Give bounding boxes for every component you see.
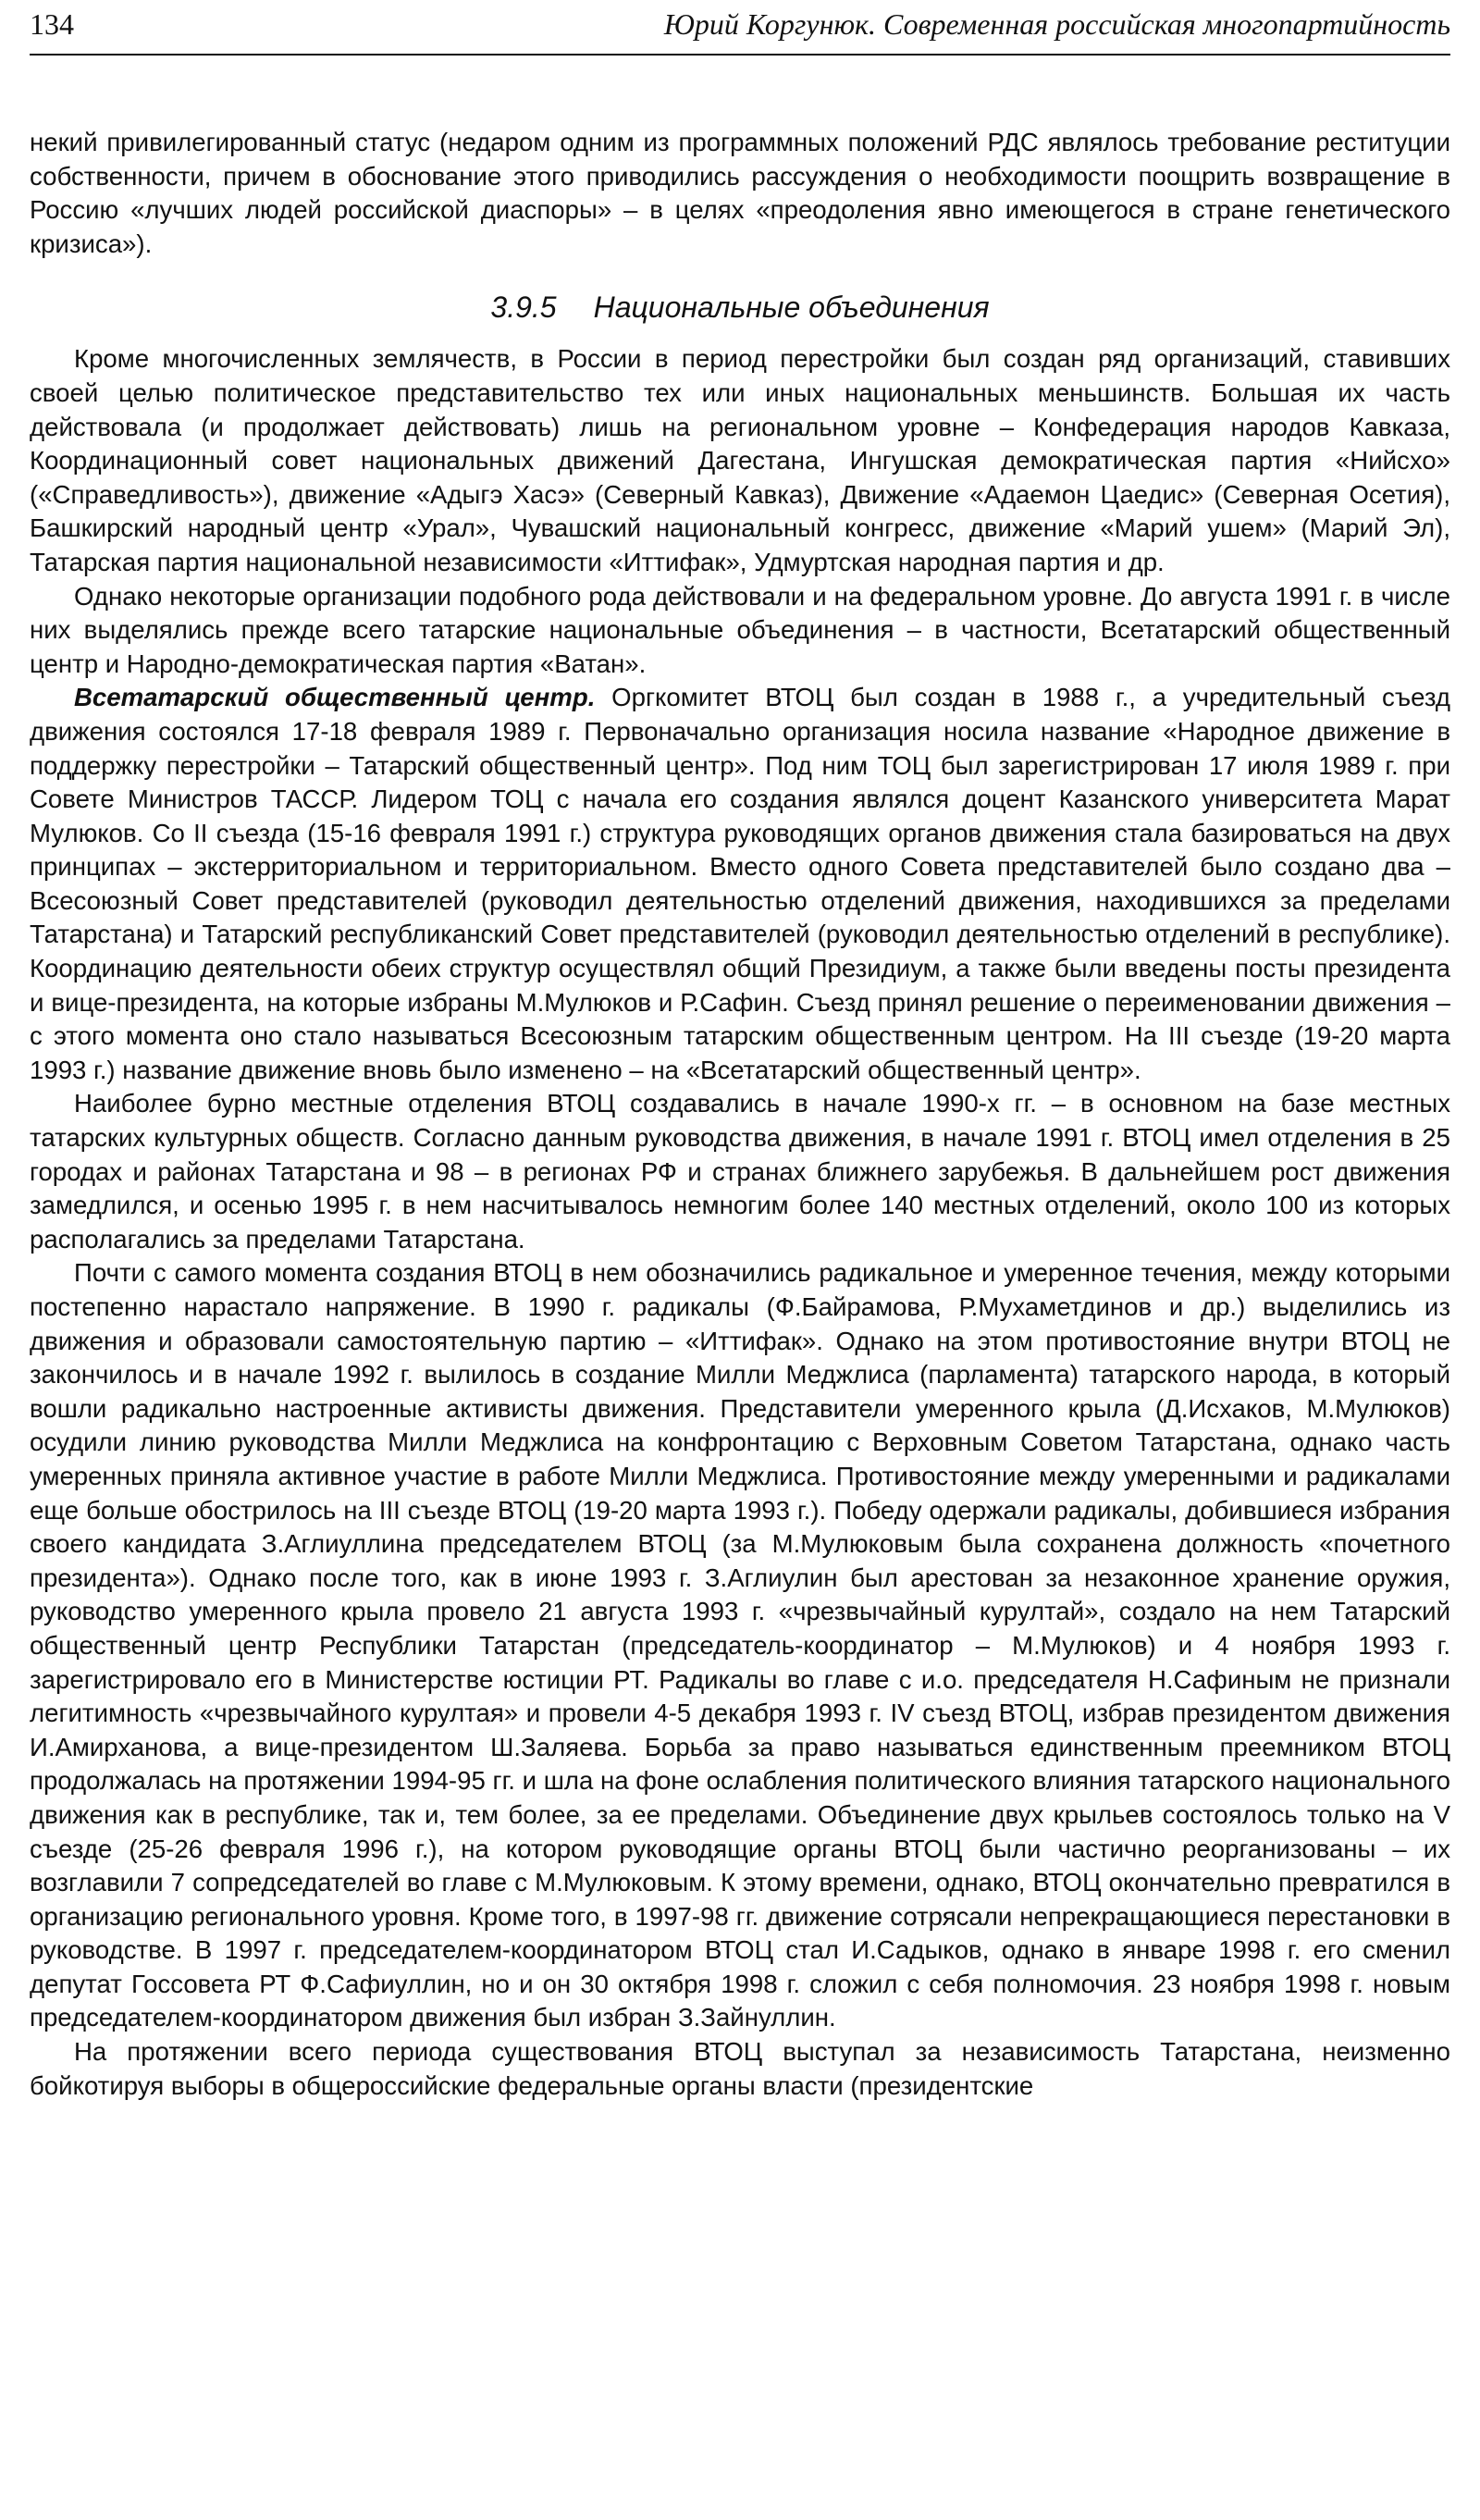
- paragraph-federal-level: Однако некоторые организации подобного рода действовали и на федеральном уровне. До августа 1991 г. в числе них выделялись прежде всего татарские национальные объединения – в частности, Всетатарский общественный центр и Народно-демократическая партия «Ватан».: [30, 581, 1450, 678]
- paragraph-vtoc-history: [30, 681, 1450, 1087]
- paragraph-continuation: некий привилегированный статус (недаром одним из программных положений РДС являлось требование реституции собственности, причем в обоснование этого приводились рассуждения о необходимости поощрить возвращение в Россию «лучших людей российской диаспоры» – в целях «преодоления явно имеющегося в стране генетического кризиса»).: [30, 128, 1450, 258]
- paragraph-lead-in: Всетатарский общественный центр.: [74, 683, 596, 712]
- paragraph-independence-stance: На протяжении всего периода существования ВТОЦ выступал за независимость Татарстана, неизменно бойкотируя выборы в общероссийские федеральные органы власти (президентские: [30, 2037, 1450, 2100]
- paragraph-regional-organizations: Кроме многочисленных землячеств, в России в период перестройки был создан ряд организаций, ставивших своей целью политическое представительство тех или иных национальных меньшинств. Большая их часть действовала (и продолжает действовать) лишь на региональном уровне – Конфедерация народов Кавказа, Координационный совет национальных движений Дагестана, Ингушская демократическая партия «Нийсхо» («Справедливость»), движение «Адыгэ Хасэ» (Северный Кавказ), Движение «Адаемон Цаедис» (Северная Осетия), Башкирский народный центр «Урал», Чувашский национальный конгресс, движение «Марий ушем» (Марий Эл), Татарская партия национальной независимости «Иттифак», Удмуртская народная партия и др.: [30, 344, 1450, 576]
- paragraph-internal-conflict: Почти с самого момента создания ВТОЦ в нем обозначились радикальное и умеренное течения, между которыми постепенно нарастало напряжение. В 1990 г. радикалы (Ф.Байрамова, Р.Мухаметдинов и др.) выделились из движения и образовали самостоятельную партию – «Иттифак». Однако на этом противостояние внутри ВТОЦ не закончилось и в начале 1992 г. вылилось в создание Милли Меджлиса (парламента) татарского народа, в который вошли радикально настроенные активисты движения. Представители умеренного крыла (Д.Исхаков, М.Мулюков) осудили линию руководства Милли Меджлиса на конфронтацию с Верховным Советом Татарстана, однако часть умеренных приняла активное участие в работе Милли Меджлиса. Противостояние между умеренными и радикалами еще больше обострилось на III съезде ВТОЦ (19-20 марта 1993 г.). Победу одержали радикалы, добившиеся избрания своего кандидата З.Аглиуллина председателем ВТОЦ (за М.Мулюковым была сохранена должность «почетного президента»). Однако после того, как в июне 1993 г. З.Аглиулин был арестован за незаконное хранение оружия, руководство умеренного крыла провело 21 августа 1993 г. «чрезвычайный курултай», создало на нем Татарский общественный центр Республики Татарстан (председатель-координатор – М.Мулюков) и 4 ноября 1993 г. зарегистрировало его в Министерстве юстиции РТ. Радикалы во главе с и.о. председателя Н.Сафиным не признали легитимность «чрезвычайного курултая» и провели 4-5 декабря 1993 г. IV съезд ВТОЦ, избрав президентом движения И.Амирханова, а вице-президентом Ш.Заляева. Борьба за право называться единственным преемником ВТОЦ продолжалась на протяжении 1994-95 гг. и шла на фоне ослабления политического влияния татарского национального движения как в республике, так и, тем более, за ее пределами. Объединение двух крыльев состоялось только на V съезде (25-26 февраля 1996 г.), на котором руководящие органы ВТОЦ были частично реорганизованы – их возглавили 7 сопредседателей во главе с М.Мулюковым. К этому времени, однако, ВТОЦ окончательно превратился в организацию регионального уровня. Кроме того, в 1997-98 гг. движение сотрясали непрекращающиеся перестановки в руководстве. В 1997 г. председателем-координатором ВТОЦ стал И.Садыков, однако в январе 1998 г. его сменил депутат Госсовета РТ Ф.Сафиуллин, но и он 30 октября 1998 г. сложил с себя полномочия. 23 ноября 1998 г. новым председателем-координатором движения был избран З.Зайнуллин.: [30, 1258, 1450, 2032]
- running-title: Юрий Коргунюк. Современная российская многопартийность: [663, 7, 1450, 41]
- document-page: [30, 7, 1450, 2103]
- paragraph-vtoc-history-text: Оргкомитет ВТОЦ был создан в 1988 г., а учредительный съезд движения состоялся 17-18 февраля 1989 г. Первоначально организация носила название «Народное движение в поддержку перестройки – Татарский общественный центр». Под ним ТОЦ был зарегистрирован 17 июля 1989 г. при Совете Министров ТАССР. Лидером ТОЦ с начала его создания являлся доцент Казанского университета Марат Мулюков. Со II съезда (15-16 февраля 1991 г.) структура руководящих органов движения стала базироваться на двух принципах – экстерриториальном и территориальном. Вместо одного Совета представителей было создано два – Всесоюзный Совет представителей (руководил деятельностью отделений движения, находившихся за пределами Татарстана) и Татарский республиканский Совет представителей (руководил деятельностью отделений в республике). Координацию деятельности обеих структур осуществлял общий Президиум, а также были введены посты президента и вице-президента, на которые избраны М.Мулюков и Р.Сафин. Съезд принял решение о переименовании движения – с этого момента оно стало называться Всесоюзным татарским общественным центром. На III съезде (19-20 марта 1993 г.) название движение вновь было изменено – на «Всетатарский общественный центр».: [30, 683, 1450, 1084]
- section-number: 3.9.5: [490, 290, 557, 325]
- page-number: 134: [30, 7, 74, 41]
- page-header: [30, 7, 1450, 56]
- section-title: Национальные объединения: [593, 290, 990, 325]
- page-body: [30, 126, 1450, 2103]
- paragraph-local-branches: Наиболее бурно местные отделения ВТОЦ создавались в начале 1990-х гг. – в основном на базе местных татарских культурных обществ. Согласно данным руководства движения, в начале 1991 г. ВТОЦ имел отделения в 25 городах и районах Татарстана и 98 – в регионах РФ и странах ближнего зарубежья. В дальнейшем рост движения замедлился, и осенью 1995 г. в нем насчитывалось немногим более 140 местных отделений, около 100 из которых располагались за пределами Татарстана.: [30, 1089, 1450, 1254]
- section-heading: [30, 289, 1450, 326]
